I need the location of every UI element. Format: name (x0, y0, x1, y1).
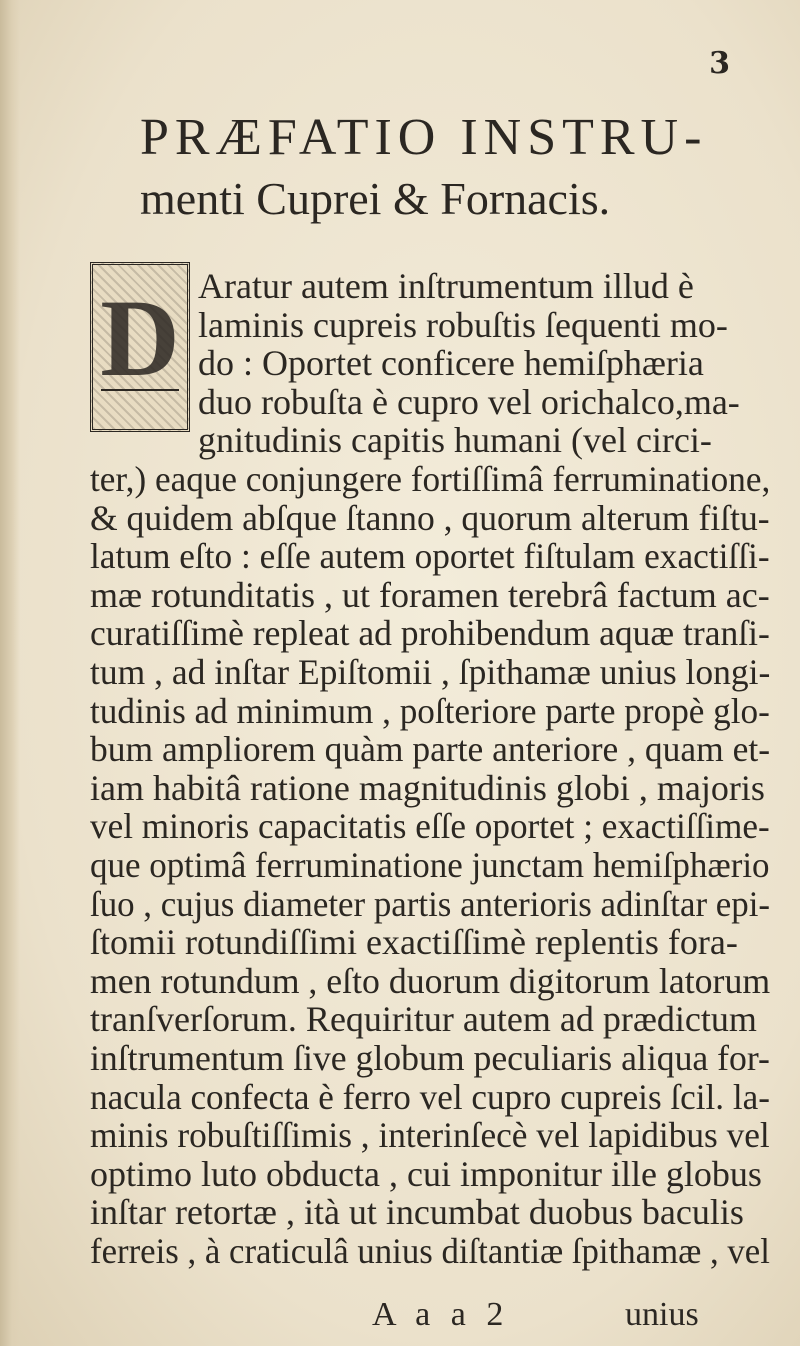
body-line: tudinis ad minimum , poſteriore parte propè glo- (90, 690, 770, 731)
signature-mark: A a a 2 (372, 1296, 510, 1333)
body-line: tranſverſorum. Requiritur autem ad prædictum (90, 999, 757, 1040)
body-line: do : Oportet conficere hemiſphæria (198, 343, 704, 384)
body-line: nacula confecta è ferro vel cupro cupreis ſcil. la- (90, 1076, 770, 1117)
body-line: curatiſſimè repleat ad prohibendum aquæ tranſi- (90, 613, 770, 654)
initial-ornament (101, 389, 179, 419)
body-line: laminis cupreis robuſtis ſequenti mo- (198, 304, 728, 345)
body-line: Aratur autem inſtrumentum illud è (198, 266, 694, 306)
body-line: ferreis , à craticulâ unius diſtantiæ ſpithamæ , vel (90, 1231, 770, 1271)
body-line: tum , ad inſtar Epiſtomii , ſpithamæ unius longi- (90, 652, 771, 692)
body-line: vel minoris capacitatis eſſe oportet ; exactiſſime- (90, 806, 770, 847)
catchword: unius (625, 1296, 699, 1333)
decorated-initial-letter (90, 262, 190, 432)
body-line: ter,) eaque conjungere fortiſſimâ ferruminatione, (90, 459, 771, 499)
body-line: inſtar retortæ , ità ut incumbat duobus baculis (90, 1192, 744, 1233)
body-line: que optimâ ferruminatione junctam hemiſphærio (90, 845, 770, 885)
body-line: mæ rotunditatis , ut foramen terebrâ factum ac- (90, 574, 770, 615)
heading-subtitle: menti Cuprei & Fornacis. (140, 173, 611, 224)
body-line: optimo luto obducta , cui imponitur ille globus (90, 1153, 762, 1194)
body-line: ſtomii rotundiſſimi exactiſſimè replentis fora- (90, 922, 738, 963)
initial-letter-glyph: D (100, 277, 180, 399)
body-line: duo robuſta è cupro vel orichalco,ma- (198, 381, 740, 422)
body-line: gnitudinis capitis humani (vel circi- (198, 420, 712, 461)
body-line: ſuo , cujus diameter partis anterioris adinſtar epi- (90, 883, 771, 924)
body-line: latum eſto : eſſe autem oportet fiſtulam exactiſſi- (90, 536, 770, 577)
heading-title: PRÆFATIO INSTRU- (140, 109, 708, 166)
body-line: minis robuſtiſſimis , interinſecè vel lapidibus vel (90, 1115, 770, 1156)
page-gutter (0, 0, 20, 1346)
body-line: inſtrumentum ſive globum peculiaris aliqua for- (90, 1038, 770, 1078)
body-line: bum ampliorem quàm parte anteriore , quam et- (90, 729, 771, 770)
body-line: men rotundum , eſto duorum digitorum latorum (90, 960, 771, 1001)
body-line: iam habitâ ratione magnitudinis globi , majoris (90, 767, 765, 808)
page-mark: 3 (709, 46, 730, 81)
body-line: & quidem abſque ſtanno , quorum alterum fiſtu- (90, 497, 770, 538)
